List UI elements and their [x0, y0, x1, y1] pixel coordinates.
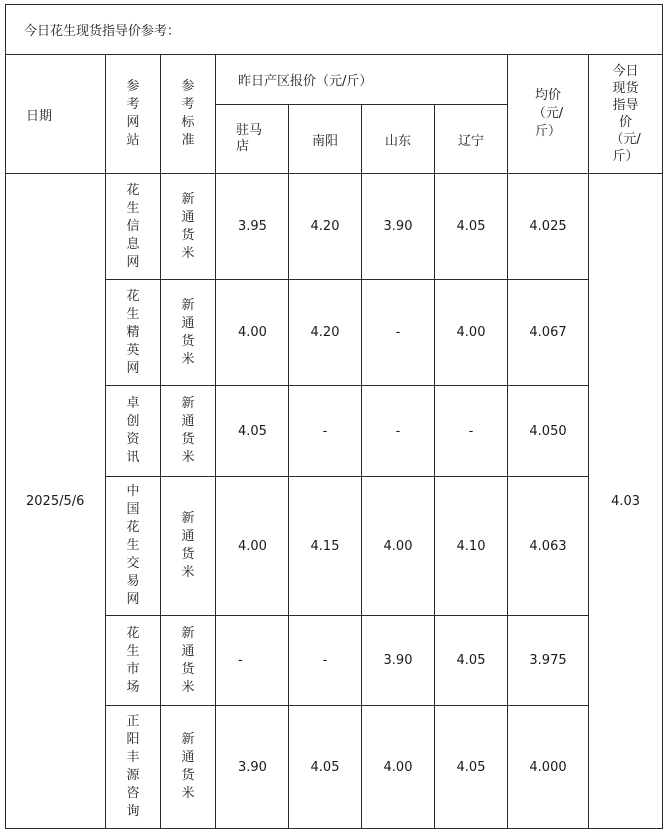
- table-row: [6, 174, 663, 280]
- table-title: 今日花生现货指导价参考：: [6, 5, 663, 55]
- price-liaoning: 4.05: [435, 174, 508, 280]
- price-zhumadian: -: [216, 616, 289, 706]
- price-zhumadian: 3.90: [216, 706, 289, 829]
- header-region-shandong: 山东: [362, 105, 435, 174]
- price-nanyang: -: [289, 616, 362, 706]
- price-zhumadian: 3.95: [216, 174, 289, 280]
- price-zhumadian: 4.00: [216, 280, 289, 386]
- header-guide-line: 今日: [612, 64, 639, 79]
- header-date: 日期: [6, 55, 106, 174]
- price-shandong: 3.90: [362, 174, 435, 280]
- price-nanyang: -: [289, 386, 362, 477]
- header-guide-line: 指导: [612, 98, 639, 113]
- standard-cell: 新 通 货 米: [161, 616, 216, 706]
- standard-cell: 新 通 货 米: [161, 477, 216, 616]
- header-region-zhumadian: 驻马 店: [216, 105, 289, 174]
- header-site: 参 考 网 站: [106, 55, 161, 174]
- header-average-line2: （元/: [532, 106, 564, 121]
- date-cell: 2025/5/6: [6, 174, 106, 829]
- header-yesterday: 昨日产区报价（元/斤）: [216, 55, 508, 105]
- standard-cell: 新 通 货 米: [161, 280, 216, 386]
- standard-cell: 新 通 货 米: [161, 386, 216, 477]
- price-shandong: -: [362, 386, 435, 477]
- price-shandong: 4.00: [362, 477, 435, 616]
- price-nanyang: 4.20: [289, 280, 362, 386]
- price-shandong: 4.00: [362, 706, 435, 829]
- price-nanyang: 4.20: [289, 174, 362, 280]
- average-cell: 4.050: [508, 386, 589, 477]
- price-shandong: -: [362, 280, 435, 386]
- standard-cell: 新 通 货 米: [161, 174, 216, 280]
- price-liaoning: 4.05: [435, 706, 508, 829]
- site-cell: 卓 创 资 讯: [106, 386, 161, 477]
- guide-price-cell: 4.03: [589, 174, 663, 829]
- price-nanyang: 4.05: [289, 706, 362, 829]
- average-cell: 4.063: [508, 477, 589, 616]
- header-guide-line: 价: [619, 115, 633, 130]
- header-average-line1: 均价: [534, 88, 561, 103]
- standard-cell: 新 通 货 米: [161, 706, 216, 829]
- price-liaoning: 4.00: [435, 280, 508, 386]
- header-guide-line: 斤）: [612, 149, 639, 164]
- header-standard: 参 考 标 准: [161, 55, 216, 174]
- average-cell: 4.000: [508, 706, 589, 829]
- price-shandong: 3.90: [362, 616, 435, 706]
- average-cell: 4.067: [508, 280, 589, 386]
- header-region-liaoning: 辽宁: [435, 105, 508, 174]
- average-cell: 4.025: [508, 174, 589, 280]
- price-zhumadian: 4.00: [216, 477, 289, 616]
- site-cell: 花 生 信 息 网: [106, 174, 161, 280]
- price-liaoning: 4.05: [435, 616, 508, 706]
- price-liaoning: -: [435, 386, 508, 477]
- header-guide-line: （元/: [610, 132, 641, 147]
- site-cell: 花 生 精 英 网: [106, 280, 161, 386]
- price-nanyang: 4.15: [289, 477, 362, 616]
- price-zhumadian: 4.05: [216, 386, 289, 477]
- header-region-nanyang: 南阳: [289, 105, 362, 174]
- header-average: [508, 55, 589, 174]
- header-average-line3: 斤）: [534, 124, 561, 139]
- average-cell: 3.975: [508, 616, 589, 706]
- site-cell: 中 国 花 生 交 易 网: [106, 477, 161, 616]
- price-table: [5, 4, 663, 829]
- price-liaoning: 4.10: [435, 477, 508, 616]
- site-cell: 花 生 市 场: [106, 616, 161, 706]
- header-guide-line: 现货: [612, 81, 639, 96]
- header-guide-price: [589, 55, 663, 174]
- site-cell: 正 阳 丰 源 咨 询: [106, 706, 161, 829]
